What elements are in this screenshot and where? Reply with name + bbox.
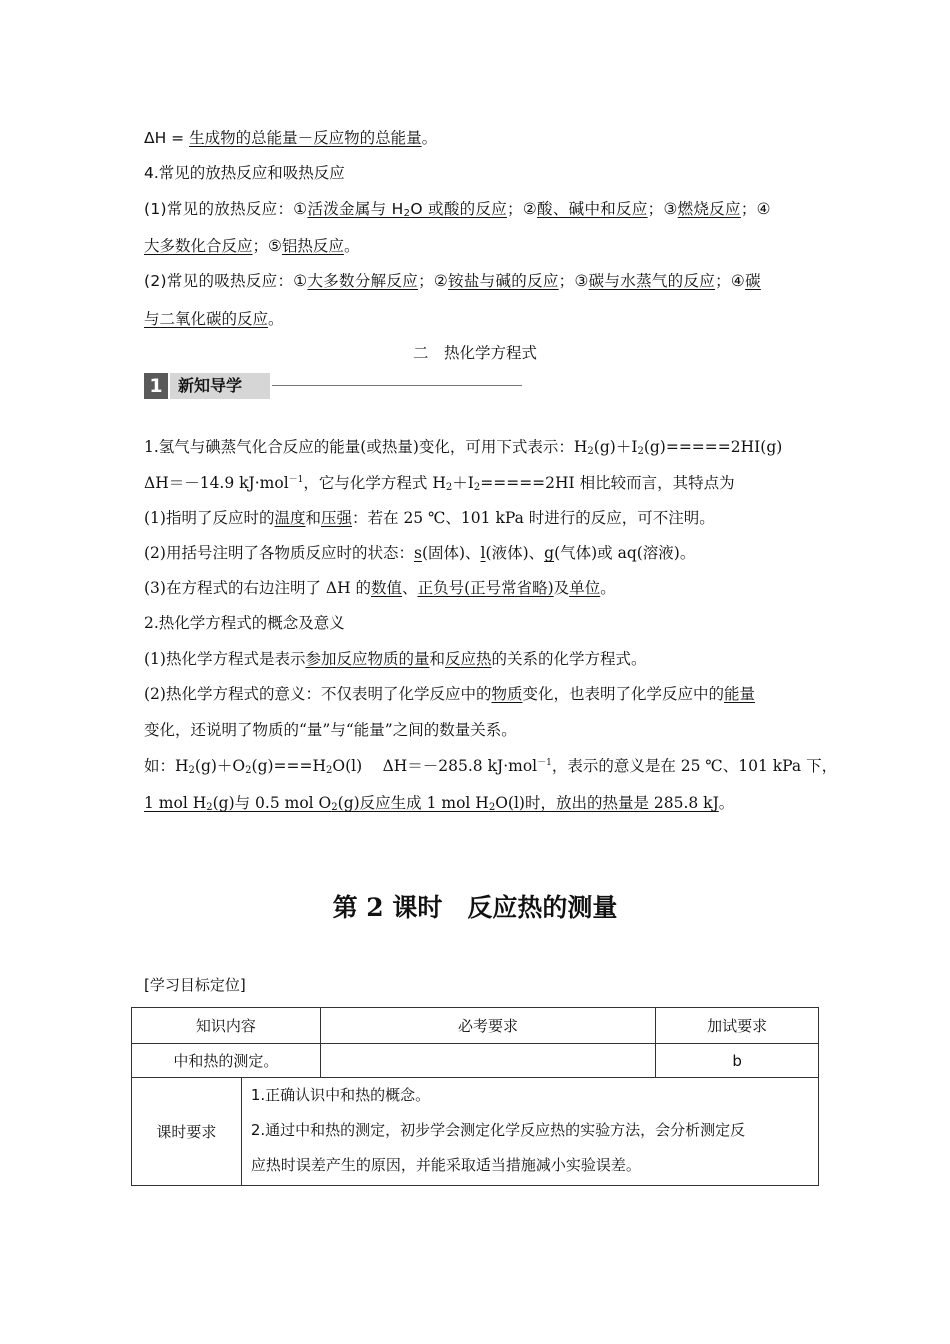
text: ＋I	[452, 474, 474, 492]
text: 1 mol H	[144, 794, 207, 812]
exothermic-line-2	[144, 236, 359, 256]
section-title: 二 热化学方程式	[412, 344, 537, 362]
delta-h-definition	[144, 128, 437, 148]
endothermic-line-2	[144, 309, 284, 329]
text: (液体)、	[485, 544, 545, 562]
text: ；④	[740, 200, 771, 218]
answer: g	[544, 544, 555, 562]
text: 。	[343, 237, 360, 255]
feature-3	[144, 578, 616, 598]
header-required: 必考要求	[320, 1008, 655, 1044]
text: =====2HI 相比较而言，其特点为	[480, 474, 735, 492]
delta-h-answer: 生成物的总能量－反应物的总能量	[189, 129, 422, 147]
concept-2	[144, 684, 755, 704]
text: (2)常见的吸热反应：①	[144, 272, 308, 290]
answer: s	[413, 544, 422, 562]
answer: 反应热	[445, 650, 492, 668]
text: (1)常见的放热反应：①	[144, 200, 308, 218]
answer: 能量	[724, 685, 756, 703]
text: 。	[718, 794, 735, 812]
answer: 温度	[274, 509, 306, 527]
text: 的关系的化学方程式。	[491, 650, 647, 668]
text: O 或酸的反应	[410, 200, 508, 218]
concept-2-cont: 变化，还说明了物质的“量”与“能量”之间的数量关系。	[144, 721, 517, 739]
answer: 铵盐与碱的反应	[448, 272, 559, 290]
text: ΔH＝－14.9 kJ·mol	[144, 474, 289, 492]
table-row	[132, 1044, 819, 1078]
text: 。	[600, 579, 616, 597]
text: O(l) ΔH＝－285.8 kJ·mol	[332, 757, 538, 775]
text: ，表示的意义是在 25 ℃、101 kPa 下，	[551, 757, 838, 775]
text: (固体)、	[421, 544, 481, 562]
text: 、	[402, 579, 418, 597]
text: ；②	[418, 272, 449, 290]
example-meaning	[144, 793, 734, 813]
answer: 燃烧反应	[677, 200, 741, 218]
text: (1)热化学方程式是表示	[144, 650, 306, 668]
text: 如：H	[144, 757, 189, 775]
answer: 大多数分解反应	[307, 272, 419, 290]
text: ：若在 25 ℃、101 kPa 时进行的反应，可不注明。	[352, 509, 715, 527]
objectives-label: [学习目标定位]	[144, 976, 246, 994]
answer: 压强	[321, 509, 353, 527]
exothermic-line-1	[144, 199, 771, 219]
heading-common-reactions: 4.常见的放热反应和吸热反应	[144, 164, 345, 182]
text: 活泼金属与 H	[307, 200, 404, 218]
badge-divider	[272, 385, 522, 386]
text: O(l)时，放出的热量是 285.8 kJ	[495, 794, 719, 812]
lesson-title: 第 2 课时 反应热的测量	[332, 893, 618, 922]
table-header-row	[132, 1008, 819, 1044]
requirement-line: 2.通过中和热的测定，初步学会测定化学反应热的实验方法，会分析测定反	[250, 1121, 746, 1139]
text: (g)===H	[251, 757, 327, 775]
header-knowledge: 知识内容	[132, 1008, 321, 1044]
text: ；③	[647, 200, 678, 218]
answer: 1 mol $H_2(g)$与 0.5 mol $O_2(g)$反应生成 1 mol $H_2O(l)$时，放出的热量是 285.8 kJ	[144, 794, 719, 813]
requirement-line: 1.正确认识中和热的概念。	[250, 1086, 431, 1104]
text: ；④	[715, 272, 746, 290]
concept-1	[144, 649, 647, 669]
text: 和	[429, 650, 445, 668]
text: 。	[268, 310, 284, 328]
text: (气体)或 aq(溶液)。	[554, 544, 696, 562]
cell-advanced: b	[656, 1044, 819, 1078]
delta-h-prefix: ΔH =	[144, 129, 190, 147]
feature-1	[144, 508, 715, 528]
cell-knowledge: 中和热的测定。	[132, 1044, 321, 1078]
text: (g)与 0.5 mol O	[212, 794, 332, 812]
answer: 数值	[371, 579, 403, 597]
answer: 酸、碱中和反应	[537, 200, 648, 218]
heading-concept: 2.热化学方程式的概念及意义	[144, 614, 345, 632]
text: (3)在方程式的右边注明了 ΔH 的	[144, 579, 372, 597]
answer: 与二氧化碳的反应	[144, 310, 269, 328]
text: ；③	[558, 272, 589, 290]
answer: 碳	[745, 272, 761, 290]
cell-requirements-label: 课时要求	[132, 1078, 242, 1186]
paragraph-1-line-2: ΔH＝－14.9 kJ·mol$^{-1}$，它与化学方程式 $H_2+I_2=====2HI$ 相比较而言，其特点为	[144, 474, 735, 493]
answer: 物质	[491, 685, 523, 703]
cell-required	[320, 1044, 655, 1078]
equation: $H_2(g)+I_2(g)=====2HI(g)$	[573, 438, 783, 457]
text: 1.氢气与碘蒸气化合反应的能量(或热量)变化，可用下式表示：	[144, 438, 574, 456]
text: 及	[553, 579, 570, 597]
answer: 大多数化合反应	[144, 237, 253, 255]
text: (g)反应生成 1 mol H	[337, 794, 489, 812]
table-row-requirements	[132, 1078, 819, 1186]
punct: 。	[421, 129, 438, 147]
answer: l	[480, 544, 486, 562]
text: ，它与化学方程式 H	[303, 474, 446, 492]
answer: 铝热反应	[281, 237, 344, 255]
answer: 参加反应物质的量	[305, 650, 430, 668]
requirement-line: 应热时误差产生的原因，并能采取适当措施减小实验误差。	[250, 1156, 641, 1174]
cell-requirements	[241, 1078, 818, 1186]
text: 变化，也表明了化学反应中的	[522, 685, 724, 703]
objectives-table	[131, 1007, 819, 1186]
paragraph-1-line-1	[144, 437, 782, 457]
text: (g)＋O	[194, 757, 246, 775]
endothermic-line-1	[144, 271, 761, 291]
answer: 活泼金属与 $H_2O$ 或酸的反应	[307, 200, 508, 219]
answer: 正负号(正号常省略)	[417, 579, 554, 597]
feature-2	[144, 543, 695, 563]
answer: 单位	[569, 579, 601, 597]
text: (1)指明了反应时的	[144, 509, 275, 527]
answer: 碳与水蒸气的反应	[588, 272, 716, 290]
text: ；⑤	[252, 237, 282, 255]
example-equation: 如：$H_2(g)+O_2(g)===H_2O(l)$ ΔH＝－285.8 kJ·mol$^{-1}$，表示的意义是在 25 ℃、101 kPa 下，	[144, 757, 838, 776]
text: (2)用括号注明了各物质反应时的状态：	[144, 544, 414, 562]
text: (2)热化学方程式的意义：不仅表明了化学反应中的	[144, 685, 492, 703]
badge-label: 新知导学	[170, 373, 270, 399]
header-advanced: 加试要求	[656, 1008, 819, 1044]
text: 和	[305, 509, 321, 527]
text: ；②	[507, 200, 538, 218]
badge-number: 1	[144, 373, 168, 399]
